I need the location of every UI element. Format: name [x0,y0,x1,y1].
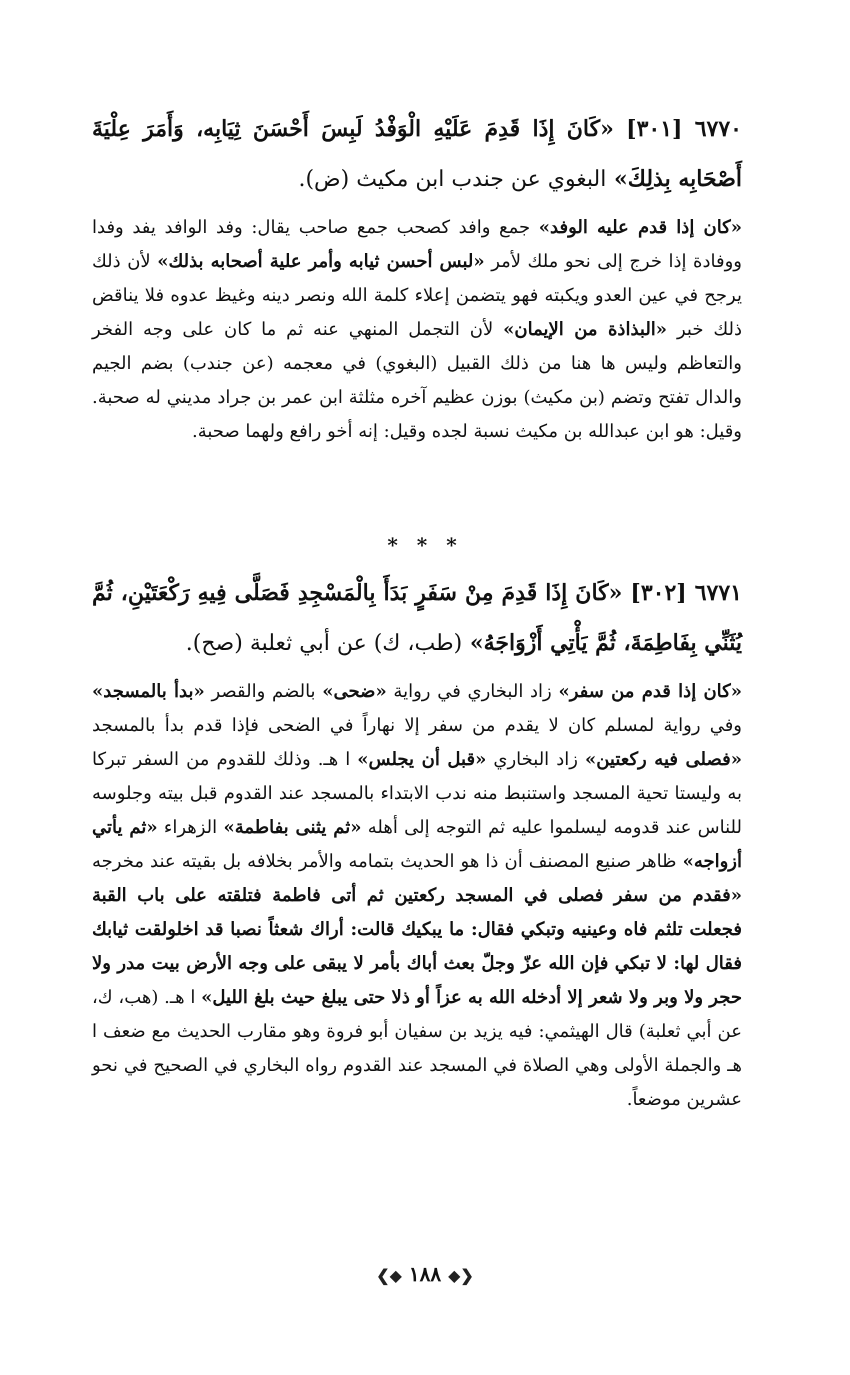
commentary-6770 [92,211,742,449]
hadith-number: ٦٧٧١ [٣٠٢] [630,580,742,606]
commentary-segment: «ثم يثنى بفاطمة» [223,817,362,838]
commentary-segment: «فقدم من سفر فصلى في المسجد ركعتين ثم أتى فاطمة فتلقته على باب القبة فجعلت تلثم فاه وعينيه وتبكي فقال: ما يبكيك قالت: أراك شعثاً نصبا قد اخلولقت ثيابك فقال لها: لا تبكي فإن الله عزّ وجلّ بعث أباك بأمر لا يبقى على وجه الأرض بيت مدر ولا حجر ولا وبر ولا شعر إلا أدخله الله به عزاً أو ذلا حتى يبلغ حيث بلغ الليل» [92,885,742,1008]
hadith-entry-6771 [92,568,742,669]
commentary-6771 [92,675,742,1117]
hadith-source: البغوي عن جندب ابن مكيث (ض). [298,167,607,192]
hadith-source: (طب، ك) عن أبي ثعلبة (صح). [185,631,463,656]
commentary-segment: ا هـ. (هب، ك، عن أبي ثعلبة) قال الهيثمي: فيه يزيد بن سفيان أبو فروة وهو مقارب الحديث مع ضعف ا هـ والجملة الأولى وهي الصلاة في المسجد عند القدوم رواه البخاري في الصحيح في نحو عشرين موضعاً. [92,987,742,1110]
commentary-segment: لأن التجمل المنهي عنه ثم ما كان على وجه الفخر والتعاظم وليس ها هنا من ذلك القبيل (البغوي) في معجمه (عن جندب) بضم الجيم والدال تفتح وتضم (بن مكيث) بوزن عظيم آخره مثلثة ابن عمر بن جراد مديني له صحبة. وقيل: هو ابن عبدالله بن مكيث نسبة لجده وقيل: إنه أخو رافع ولهما صحبة. [92,319,742,442]
commentary-segment: «لبس أحسن ثيابه وأمر علية أصحابه بذلك» [157,251,485,272]
hadith-text: «كَانَ إِذَا قَدِمَ مِنْ سَفَرٍ بَدَأَ بِالْمَسْجِدِ فَصَلَّى فِيهِ رَكْعَتَيْنِ، ثُمَّ يُثَنِّي بِفَاطِمَةَ، ثُمَّ يَأْتِي أَزْوَاجَهُ» [92,580,742,656]
commentary-segment: «كان إذا قدم عليه الوفد» [538,217,742,238]
commentary-segment: «البذاذة من الإيمان» [503,319,668,340]
commentary-segment: وفي رواية لمسلم كان لا يقدم من سفر إلا نهاراً في الضحى فإذا قدم بدأ بالمسجد [92,715,742,736]
commentary-segment: زاد البخاري [486,749,585,770]
commentary-segment: «بدأ بالمسجد» [92,681,205,702]
section-separator: * * * [387,533,463,557]
commentary-segment: الزهراء [157,817,224,838]
left-ornament-icon: ◆❯ [376,1266,402,1285]
commentary-segment: «كان إذا قدم من سفر» [558,681,742,702]
hadith-number: ٦٧٧٠ [٣٠١] [626,116,742,142]
hadith-text: «كَانَ إِذَا قَدِمَ عَلَيْهِ الْوَفْدُ لَبِسَ أَحْسَنَ ثِيَابِه، وَأَمَرَ عِلْيَةَ أَصْحَابِه بِذلِكَ» [92,116,742,192]
commentary-segment: ظاهر صنيع المصنف أن ذا هو الحديث بتمامه والأمر بخلافه بل بقيته عند مخرجه [92,851,683,872]
page-number: ١٨٨ [408,1262,442,1286]
commentary-segment: زاد البخاري في رواية [386,681,559,702]
commentary-segment: لأن ذلك يرجح في عين العدو ويكبته فهو يتضمن إعلاء كلمة الله ونصر دينه وغيظ عدوه فلا يناقض ذلك خبر [92,251,743,340]
commentary-segment: «قبل أن يجلس» [357,749,487,770]
commentary-segment: ا هـ. وذلك للقدوم من السفر تبركا به وليستا تحية المسجد واستنبط منه ندب الابتداء بالمسجد عند القدوم قبل بيته وجلوسه للناس عند قدومه ليسلموا عليه ثم التوجه إلى أهله [92,749,742,838]
commentary-segment: «ثم يأتي أزواجه» [92,817,742,872]
hadith-entry-6770 [92,104,742,205]
commentary-segment: بالضم والقصر [204,681,323,702]
commentary-segment: «ضحى» [322,681,387,702]
commentary-segment: جمع وافد كصحب جمع صاحب يقال: وفد الوافد يفد وفدا ووفادة إذا خرج إلى نحو ملك لأمر [92,217,742,272]
right-ornament-icon: ❮◆ [448,1266,474,1285]
page-footer [0,1262,850,1286]
commentary-segment: «فصلى فيه ركعتين» [584,749,742,770]
